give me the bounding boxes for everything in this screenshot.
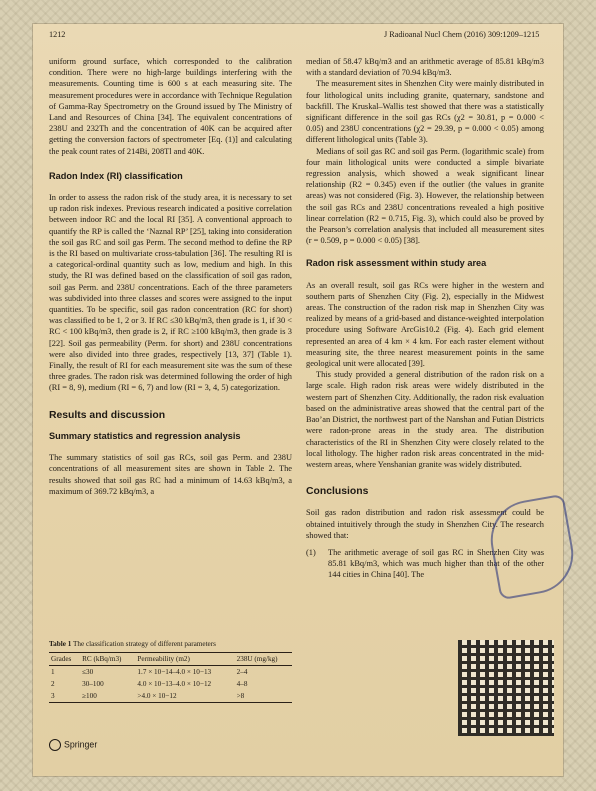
table-row <box>49 690 292 703</box>
left-paragraph-2: In order to assess the radon risk of the study area, it is necessary to set up radon risk indexes. Previous research indicated a positive correlation between indoor RC and the local RI [35]. A conventional approach to quantify the RP is called the ‘Naznal RP’ [25], taking into consideration the soil gas RC and soil gas Perm. The second method to define the RP is the RI based on multivariate cross-tabulation [36]. The resulting RI is a categorical-ordinal quantity such as low, medium and high. In this study, the RI was defined based on the classification of soil gas radon, soil gas Perm. and 238U concentrations. Each of the three parameters was subdivided into three classes and scores were assigned to the input quantities. To be specific, soil gas radon concentration (RC for short) was classified to be 1, 2 or 3. If RC ≤30 kBq/m3, then grade is 1, if 30 < RC < 100 kBq/m3, then grade is 2, if RC ≥100 kBq/m3, then grade is 3 [22]. Soil gas permeability (Perm. for short) and 238U concentrations were also divided into three grades, respectively [13, 37] (Table 1). Finally, the result of RI for each measurement site was the sum of these three grades. The radon risk was determined following the order of high (RI = 8, 9), medium (RI = 6, 7) and low (RI = 3, 4, 5) categorization. <box>49 193 292 393</box>
table-header-row <box>49 653 292 666</box>
table-cell: 2–4 <box>236 668 248 676</box>
left-column <box>49 56 292 497</box>
table-cell: 4–8 <box>236 680 248 688</box>
table-row <box>49 666 292 679</box>
table-cell: 3 <box>51 692 55 700</box>
table-cell: 4.0 × 10−13–4.0 × 10−12 <box>137 680 212 688</box>
table-cell: ≥100 <box>82 692 97 700</box>
qr-code <box>458 640 554 736</box>
subsection-heading-summary: Summary statistics and regression analysis <box>49 430 241 441</box>
table-caption-text: The classification strategy of different parameters <box>72 640 216 648</box>
publisher-name: Springer <box>64 739 98 750</box>
table-caption-label: Table 1 <box>49 640 72 648</box>
springer-logo-icon <box>49 739 61 751</box>
right-paragraph-1: median of 58.47 kBq/m3 and an arithmetic average of 85.81 kBq/m3 with a standard deviation of 70.94 kBq/m3. <box>306 57 544 78</box>
table-row <box>49 678 292 690</box>
right-paragraph-4: As an overall result, soil gas RCs were higher in the western and southern parts of Shenzhen City (Fig. 2), especially in the Midwest areas. The construction of the radon risk map in Shenzhen City was realized by means of a grid-based and distance-weighted interpolation procedure using Software ArcGis10.2 (Fig. 4). Each grid element represented an area of 4 km × 4 km. For each raster element without measuring site, the three nearest measurement points in the same geological unit were allocated [39]. <box>306 280 544 369</box>
table-cell: >4.0 × 10−12 <box>137 692 177 700</box>
header-rc: RC (kBq/m3) <box>82 655 122 663</box>
table-cell: 30–100 <box>82 680 104 688</box>
right-paragraph-3: Medians of soil gas RC and soil gas Perm. (logarithmic scale) from four main lithological units were conducted a simple bivariate regression analysis, which showed a weak significant linear relationship (R2 = 0.345) even if the outlier (the values in granite areas) was not considered (Fig. 3). However, the relationship between the soil gas RCs and 238U concentrations revealed a high positive linear correlation (R2 = 0.715, Fig. 3), which could also be proved by the Pearson’s correlation analysis that included all measurement sites (r = 0.509, p = 0.000 < 0.05) [38]. <box>306 146 544 246</box>
classification-table <box>49 652 292 703</box>
right-paragraph-2: The measurement sites in Shenzhen City were mainly distributed in four lithological units including granite, quaternary, sandstone and backfill. The Kruskal–Wallis test showed that there was a statistically significant difference in the soil gas RCs (χ2 = 30.81, p = 0.000 < 0.05) and 238U concentrations (χ2 = 29.39, p = 0.000 < 0.05) among different lithological units (Table 3). <box>306 79 544 145</box>
page-number: 1212 <box>49 30 66 39</box>
right-paragraph-6: Soil gas radon distribution and radon risk assessment could be obtained intuitively through the study in Shenzhen City. The research showed that: <box>306 508 544 540</box>
footer <box>49 739 97 751</box>
table-cell: 2 <box>51 680 55 688</box>
journal-running-head: J Radioanal Nucl Chem (2016) 309:1209–1215 <box>384 30 540 39</box>
left-paragraph-1: uniform ground surface, which corresponded to the calibration condition. There were no high-large buildings interfering with the measurements. Counting time is 600 s at each measuring site. The measurement procedures were in accordance with Technique Regulation of Gamma-Ray Spectrometry on the Ground issued by The Ministry of Land and Resources of China [34]. The equivalent concentrations of 238U and 232Th and the concentration of 40K can be acquired after getting the conversion factors of spectrometer [Eq. (1)] and calculating the peak count rates of 214Bi, 208Tl and 40K. <box>49 57 292 156</box>
header-grades: Grades <box>51 655 72 663</box>
table-cell: 1.7 × 10−14–4.0 × 10−13 <box>137 668 212 676</box>
section-heading-results: Results and discussion <box>49 409 166 421</box>
section-heading-conclusions: Conclusions <box>306 486 369 498</box>
table-cell: 1 <box>51 668 55 676</box>
subsection-heading-risk: Radon risk assessment within study area <box>306 258 487 269</box>
table-1 <box>49 640 292 703</box>
left-paragraph-3: The summary statistics of soil gas RCs, soil gas Perm. and 238U concentrations of all measurement sites are shown in Table 2. The results showed that soil gas RC had a minimum of 14.63 kBq/m3, a maximum of 369.72 kBq/m3, a <box>49 453 292 496</box>
table-cell: ≤30 <box>82 668 94 676</box>
right-paragraph-5: This study provided a general distribution of the radon risk on a large scale. High radon risk areas were widely distributed in the western part of Shenzhen City. Additionally, the radon risk evaluation based on the administrative areas showed that the central part of the Bao’an District, the northwest part of the Nanshan and Futian Districts were radon-prone areas in the study area. The distribution characteristics of the RI in Shenzhen City were closely related to the local lithology. The higher radon risk areas concentrated in the mid-western areas, where Yenshanian granite was widely distributed. <box>306 370 544 469</box>
list-item-number: (1) <box>306 547 316 557</box>
table-cell: >8 <box>236 692 245 700</box>
header-u238: 238U (mg/kg) <box>236 655 278 663</box>
right-column <box>306 56 544 581</box>
list-item-text: The arithmetic average of soil gas RC in Shenzhen City was 85.81 kBq/m3, which was much higher than that of the other 144 cities in China [40]. The <box>328 547 544 580</box>
header-permeability: Permeability (m2) <box>137 655 190 663</box>
section-heading-ri: Radon Index (RI) classification <box>49 170 183 181</box>
